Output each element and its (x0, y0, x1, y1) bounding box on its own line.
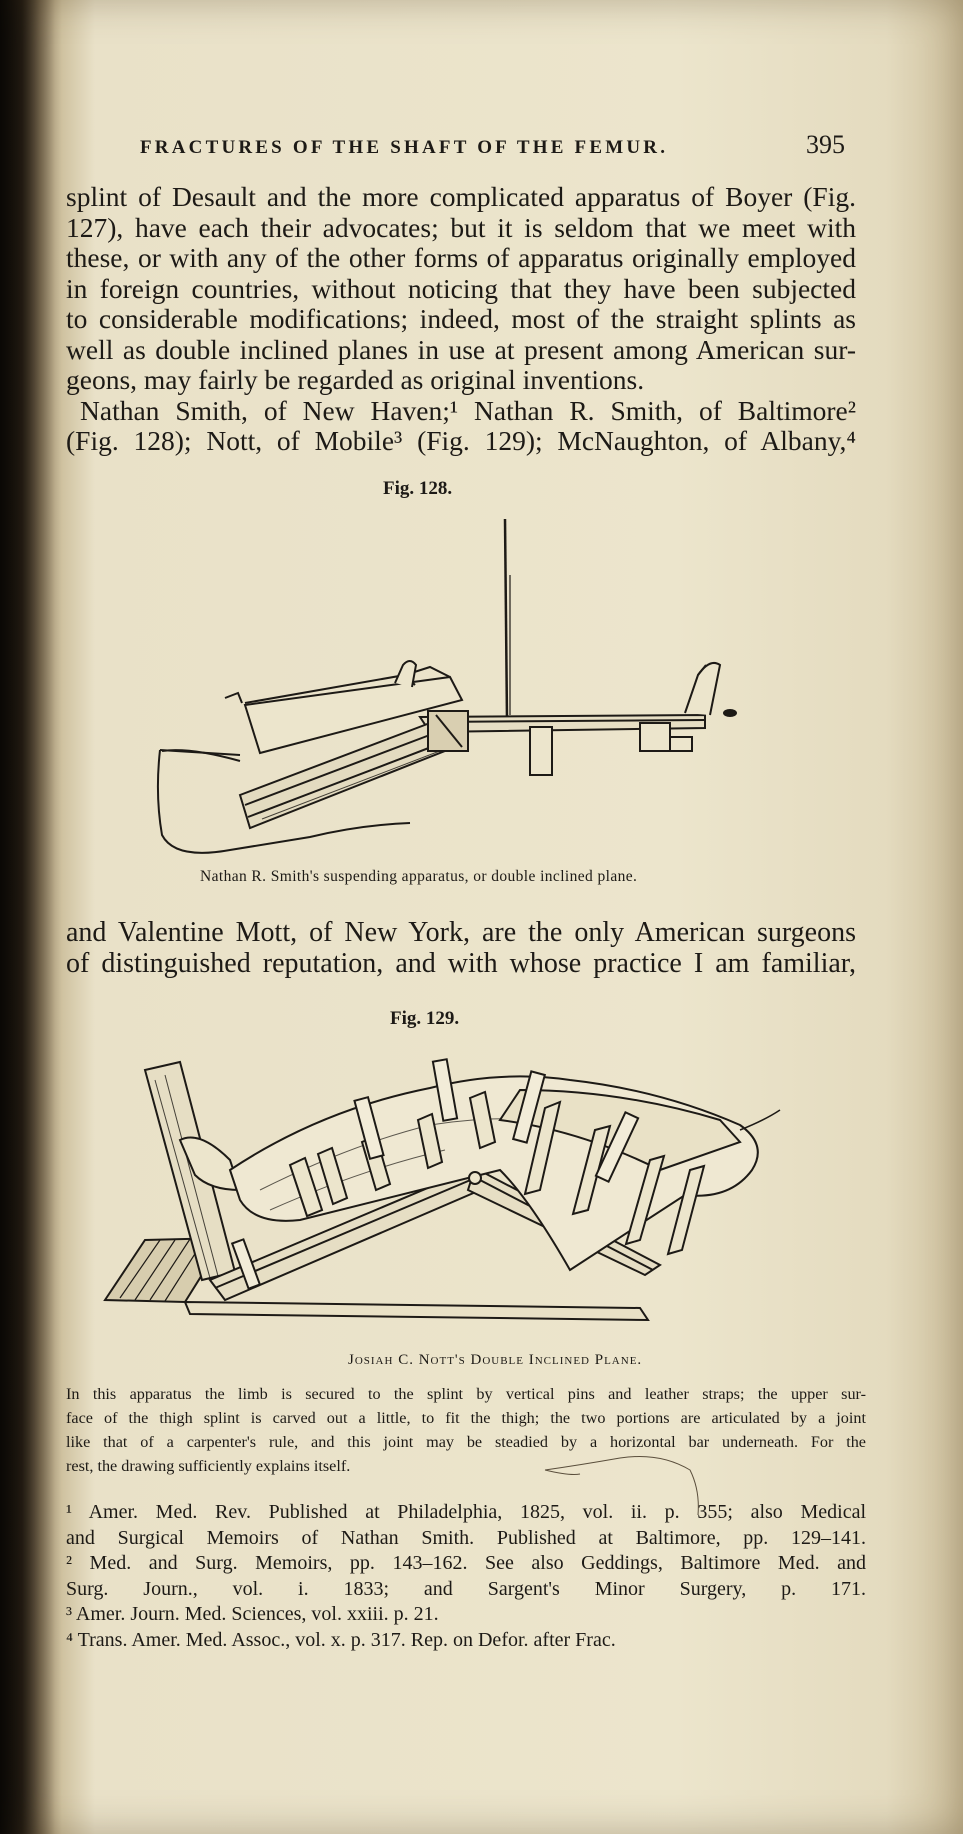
footnotes (66, 1500, 866, 1653)
running-title: FRACTURES OF THE SHAFT OF THE FEMUR. (140, 137, 669, 158)
text-line: geons, may fairly be regarded as original inventions. (66, 365, 645, 395)
text-line: well as double inclined planes in use at present among American sur- (66, 334, 856, 365)
footnote-line: Surg. Journ., vol. i. 1833; and Sargent's Minor Surgery, p. 171. (66, 1577, 866, 1600)
text-line: of distinguished reputation, and with whose practice I am familiar, (66, 948, 856, 979)
text-line: in foreign countries, without noticing that they have been subjected (66, 273, 856, 304)
figure-128-label: Fig. 128. (383, 478, 453, 499)
text-line: splint of Desault and the more complicated apparatus of Boyer (Fig. (66, 182, 856, 212)
footnote-line: ⁴ Trans. Amer. Med. Assoc., vol. x. p. 317. Rep. on Defor. after Frac. (66, 1628, 616, 1651)
text-line: In this apparatus the limb is secured to the splint by vertical pins and leather straps; the upper sur- (66, 1385, 866, 1403)
text-line: face of the thigh splint is carved out a little, to fit the thigh; the two portions are articulated by a joint (66, 1409, 866, 1427)
figure-129-caption: Josiah C. Nott's Double Inclined Plane. (348, 1352, 643, 1368)
figure-128-caption: Nathan R. Smith's suspending apparatus, or double inclined plane. (200, 868, 638, 885)
footnote-line: ³ Amer. Journ. Med. Sciences, vol. xxiii. p. 21. (66, 1603, 439, 1625)
text-line: these, or with any of the other forms of apparatus originally employed (66, 243, 856, 273)
text-line: and Valentine Mott, of New York, are the only American surgeons (66, 918, 856, 948)
body-text-middle (66, 918, 856, 979)
footnote-line: and Surgical Memoirs of Nathan Smith. Published at Baltimore, pp. 129–141. (66, 1526, 866, 1549)
footnote-line: ² Med. and Surg. Memoirs, pp. 143–162. See also Geddings, Baltimore Med. and (66, 1552, 866, 1574)
footnote-line: ¹ Amer. Med. Rev. Published at Philadelphia, 1825, vol. ii. p. 355; also Medical (66, 1501, 866, 1523)
figure-129-label: Fig. 129. (390, 1008, 460, 1029)
figure-129-description (66, 1382, 866, 1478)
text-line: rest, the drawing sufficiently explains itself. (66, 1457, 351, 1475)
text-line: 127), have each their advocates; but it is seldom that we meet with (66, 212, 856, 243)
text-line: (Fig. 128); Nott, of Mobile³ (Fig. 129); McNaughton, of Albany,⁴ (66, 426, 856, 456)
page-number: 395 (806, 130, 845, 159)
text-line: Nathan Smith, of New Haven;¹ Nathan R. Smith, of Baltimore² (80, 395, 856, 426)
text-line: like that of a carpenter's rule, and this joint may be steadied by a horizontal bar underneath. For the (66, 1433, 866, 1451)
figure-129-illustration (100, 1050, 800, 1340)
spine-shadow (0, 0, 55, 1834)
figure-128-illustration (150, 515, 750, 860)
body-text-top (66, 182, 856, 457)
text-line: to considerable modifications; indeed, most of the straight splints as (66, 304, 856, 334)
